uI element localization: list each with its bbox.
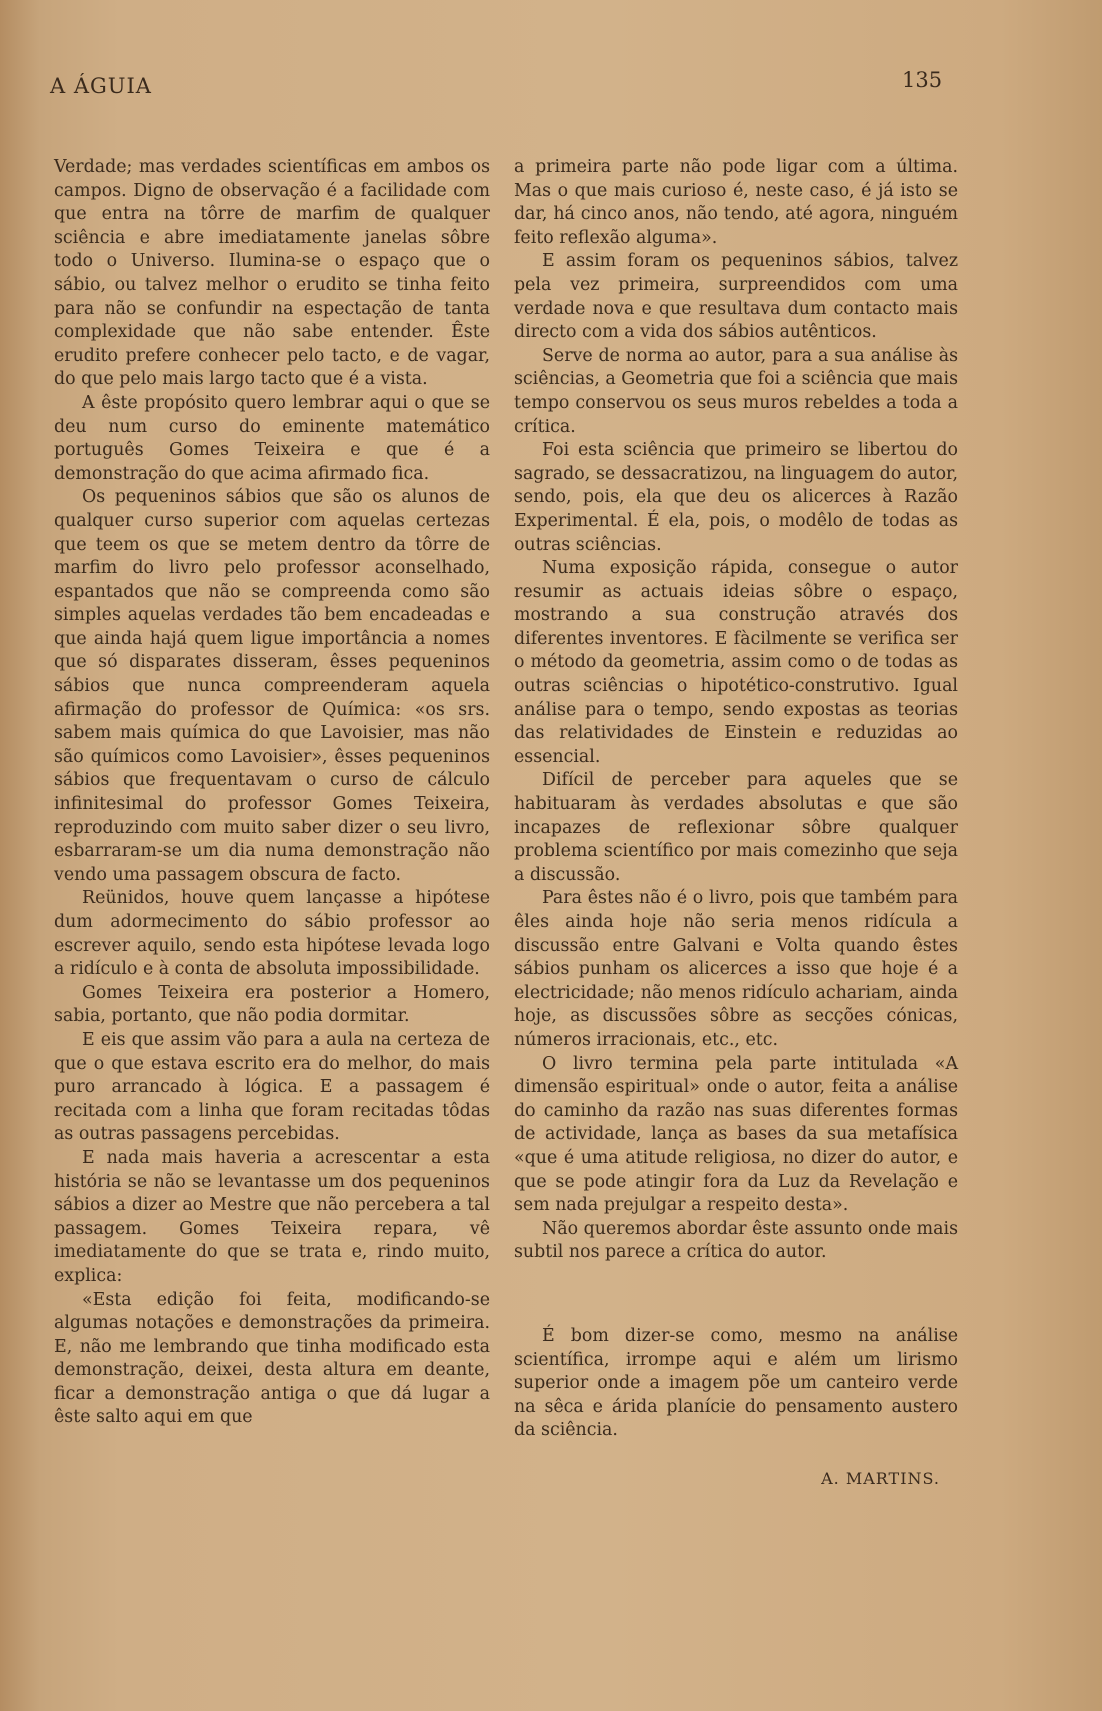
paragraph: Serve de norma ao autor, para a sua análise às sciências, a Geometria que foi a sciência que mais tempo conservou os seus muros rebeldes a toda a crítica.: [514, 345, 958, 437]
paragraph: A êste propósito quero lembrar aqui o que se deu num curso do eminente matemático português Gomes Teixeira e que é a demonstração do que acima afirmado fica.: [54, 392, 490, 484]
paragraph: Não queremos abordar êste assunto onde mais subtil nos parece a crítica do autor.: [514, 1218, 958, 1263]
paragraph: Foi esta sciência que primeiro se libertou do sagrado, se dessacratizou, na linguagem do autor, sendo, pois, ela que deu os alicerces à Razão Experimental. É ela, pois, o modêlo de todas as outras sciências.: [514, 440, 958, 555]
journal-title: A ÁGUIA: [50, 74, 152, 98]
paragraph: E assim foram os pequeninos sábios, talvez pela vez primeira, surpreendidos com uma verdade nova e que resultava dum contacto mais directo com a vida dos sábios autênticos.: [514, 251, 958, 343]
paragraph: Verdade; mas verdades scientíficas em ambos os campos. Digno de observação é a facilidade com que entra na tôrre de marfim de qualquer sciência e abre imediatamente janelas sôbre todo o Universo. Ilumina-se o espaço que o sábio, ou talvez melhor o erudito se tinha feito para não se confundir na espectação de tanta complexidade que não sabe entender. Êste erudito prefere conhecer pelo tacto, e de vagar, do que pelo mais largo tacto que é a vista.: [54, 157, 490, 390]
closing-section: [514, 1325, 958, 1443]
author-signature: A. MARTINS.: [821, 1468, 940, 1488]
paragraph: O livro termina pela parte intitulada «A dimensão espiritual» onde o autor, feita a análise do caminho da razão nas suas diferentes formas de actividade, lança as bases da sua metafísica «que é uma atitude religiosa, no dizer do autor, e que se pode atingir fora da Luz da Revelação e sem nada prejulgar a respeito desta».: [514, 1053, 958, 1216]
paragraph: Difícil de perceber para aqueles que se habituaram às verdades absolutas e que são incapazes de reflexionar sôbre qualquer problema scientífico por mais comezinho que seja a discussão.: [514, 770, 958, 885]
paragraph: Os pequeninos sábios que são os alunos de qualquer curso superior com aquelas certezas que teem os que se metem dentro da tôrre de marfim do livro pelo professor aconselhado, espantados que não se compreenda como são simples aquelas verdades tão bem encadeadas e que ainda hajá quem ligue importância a nomes que só disparates disseram, êsses pequeninos sábios que nunca compreenderam aquela afirmação do professor de Química: «os srs. sabem mais química do que Lavoisier, mas não são químicos como Lavoisier», êsses pequeninos sábios que frequentavam o curso de cálculo infinitesimal do professor Gomes Teixeira, reproduzindo com muito saber dizer o seu livro, esbarraram-se um dia numa demonstração não vendo uma passagem obscura de facto.: [54, 487, 490, 885]
left-column: [54, 156, 490, 1430]
paragraph: «Esta edição foi feita, modificando-se algumas notações e demonstrações da primeira. E, não me lembrando que tinha modificado esta demonstração, deixei, desta altura em deante, ficar a demonstração antiga o que dá lugar a êste salto aqui em que: [54, 1289, 490, 1428]
section-gap: [514, 1265, 958, 1325]
closing-paragraph: É bom dizer-se como, mesmo na análise scientífica, irrompe aqui e além um lirismo superior onde a imagem põe um canteiro verde na sêca e árida planície do pensamento austero da sciência.: [514, 1325, 958, 1441]
paragraph: a primeira parte não pode ligar com a última. Mas o que mais curioso é, neste caso, é já isto se dar, há cinco anos, não tendo, até agora, ninguém feito reflexão alguma».: [514, 157, 958, 248]
right-column: [514, 156, 958, 1490]
page-number: 135: [902, 68, 943, 92]
paragraph: Numa exposição rápida, consegue o autor resumir as actuais ideias sôbre o espaço, mostrando a sua construção através dos diferentes inventores. E fàcilmente se verifica ser o método da geometria, assim como o de todas as outras sciências o hipotético-construtivo. Igual análise para o tempo, sendo expostas as teorias das relatividades de Einstein e reduzidas ao essencial.: [514, 558, 958, 767]
paragraph: Para êstes não é o livro, pois que também para êles ainda hoje não seria menos ridícula a discussão entre Galvani e Volta quando êstes sábios punham os alicerces a isso que hoje é a electricidade; não menos ridículo achariam, ainda hoje, as discussões sôbre as secções cónicas, números irracionais, etc., etc.: [514, 888, 958, 1050]
paragraph: E eis que assim vão para a aula na certeza de que o que estava escrito era do melhor, do mais puro arrancado à lógica. E a passagem é recitada com a linha que foram recitadas tôdas as outras passagens percebidas.: [54, 1029, 490, 1145]
paragraph: Reünidos, houve quem lançasse a hipótese dum adormecimento do sábio professor ao escrever aquilo, sendo esta hipótese levada logo a ridículo e à conta de absoluta impossibilidade.: [54, 888, 490, 980]
paragraph: E nada mais haveria a acrescentar a esta história se não se levantasse um dos pequeninos sábios a dizer ao Mestre que não percebera a tal passagem. Gomes Teixeira repara, vê imediatamente do que se trata e, rindo muito, explica:: [54, 1147, 490, 1286]
paragraph: Gomes Teixeira era posterior a Homero, sabia, portanto, que não podia dormitar.: [54, 982, 490, 1027]
